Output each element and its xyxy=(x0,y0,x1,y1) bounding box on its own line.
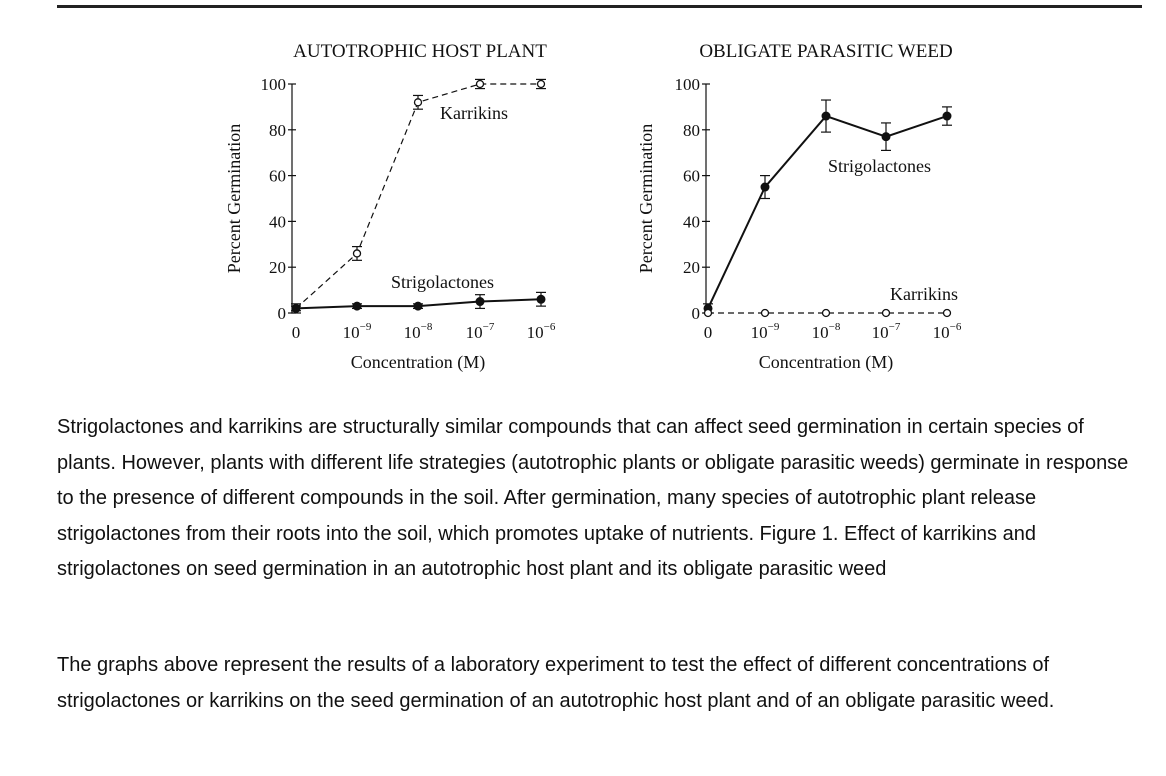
y-tick-label: 20 xyxy=(683,258,700,278)
data-point xyxy=(415,99,422,106)
y-tick-label: 60 xyxy=(269,166,286,186)
chart-1 xyxy=(224,41,556,373)
x-tick-label: 0 xyxy=(291,323,301,342)
data-point xyxy=(761,183,769,191)
x-tick-label: $10^{-6}$ xyxy=(526,321,556,342)
series-label: Strigolactones xyxy=(828,156,931,176)
data-point xyxy=(762,310,769,317)
data-point xyxy=(477,81,484,88)
y-tick-label: 20 xyxy=(269,258,286,278)
y-axis-label: Percent Germination xyxy=(224,123,244,274)
x-tick-label: 0 xyxy=(703,323,713,342)
series-label: Karrikins xyxy=(890,284,958,304)
data-point xyxy=(822,112,830,120)
data-point xyxy=(476,298,484,306)
y-axis-label: Percent Germination xyxy=(636,123,656,274)
data-point xyxy=(882,133,890,141)
x-axis-label: Concentration (M) xyxy=(758,352,894,372)
data-point xyxy=(705,310,712,317)
chart-title: OBLIGATE PARASITIC WEED xyxy=(699,41,953,62)
series-label: Karrikins xyxy=(440,103,508,123)
y-tick-label: 100 xyxy=(674,75,700,94)
data-point xyxy=(414,302,422,310)
y-tick-label: 40 xyxy=(683,212,700,232)
x-tick-label: $10^{-6}$ xyxy=(932,321,962,342)
data-point xyxy=(883,310,890,317)
description-paragraph: Strigolactones and karrikins are structurally similar compounds that can affect seed germination in certain species of plants. However, plants with different life strategies (autotrophic plants or obligate parasitic weeds) germinate in response to the presence of different compounds in the soil. After germination, many species of autotrophic plant release strigolactones from their roots into the soil, which promotes uptake of nutrients. Figure 1. Effect of karrikins and strigolactones on seed germination in an autotrophic host plant and its obligate parasitic weed xyxy=(57,416,1129,580)
x-tick-label: $10^{-7}$ xyxy=(871,321,901,342)
data-point xyxy=(537,295,545,303)
series-line xyxy=(708,116,947,308)
y-tick-label: 0 xyxy=(277,304,286,323)
data-point xyxy=(943,112,951,120)
data-point xyxy=(944,310,951,317)
x-tick-label: $10^{-8}$ xyxy=(403,321,433,342)
x-tick-label: $10^{-8}$ xyxy=(811,321,841,342)
chart-title: AUTOTROPHIC HOST PLANT xyxy=(293,41,547,62)
series-strigolactones xyxy=(703,100,952,313)
x-tick-label: $10^{-9}$ xyxy=(750,321,780,342)
data-point xyxy=(538,81,545,88)
x-tick-label: $10^{-9}$ xyxy=(342,321,372,342)
data-point xyxy=(353,302,361,310)
x-axis-label: Concentration (M) xyxy=(350,352,486,372)
y-tick-label: 100 xyxy=(260,75,286,94)
y-tick-label: 80 xyxy=(269,120,286,140)
y-tick-label: 80 xyxy=(683,120,700,140)
y-tick-label: 0 xyxy=(691,304,700,323)
x-tick-label: $10^{-7}$ xyxy=(465,321,495,342)
data-point xyxy=(823,310,830,317)
data-point xyxy=(354,250,361,257)
y-tick-label: 60 xyxy=(683,166,700,186)
data-point xyxy=(292,304,300,312)
series-karrikins xyxy=(705,284,958,317)
y-tick-label: 40 xyxy=(269,212,286,232)
series-label: Strigolactones xyxy=(391,272,494,292)
explanation-paragraph: The graphs above represent the results of a laboratory experiment to test the effect of different concentrations of strigolactones or karrikins on the seed germination of an autotrophic host plant and of an obligate parasitic weed. xyxy=(57,654,1055,712)
chart-2 xyxy=(636,41,962,373)
